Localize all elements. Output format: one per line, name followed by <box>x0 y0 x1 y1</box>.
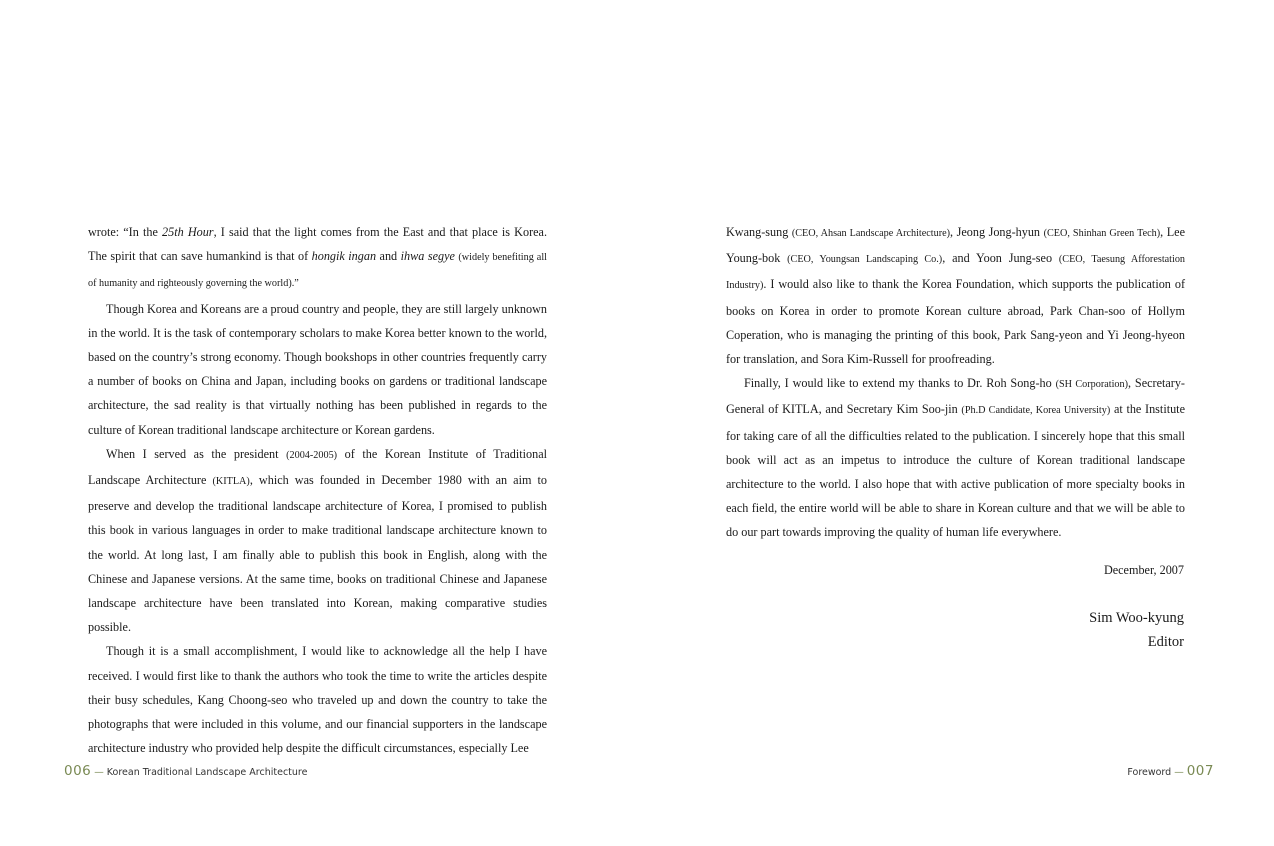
right-paragraph-2: Finally, I would like to extend my thanks to Dr. Roh Song-ho (SH Corporation), Secretary-General of KITLA, and Secretary Kim Soo-jin (Ph.D Candidate, Korea University) at the Institute for taking care of all the difficulties related to the publication. I sincerely hope that this small book will act as an impetus to introduce the culture of Korean traditional landscape architecture to the world. I also hope that with active publication of more specialty books in each field, the entire world will be able to share in Korean culture and that we will be able to do our part towards improving the quality of human life everywhere. <box>726 376 1185 540</box>
date-line: December, 2007 <box>1103 563 1184 577</box>
right-page-text <box>726 220 1185 545</box>
left-paragraph-2: Though Korea and Koreans are a proud country and people, they are still largely unknown in the world. It is the task of contemporary scholars to make Korea better known to the world, based on the country’s strong economy. Though bookshops in other countries frequently carry a number of books on China and Japan, including books on gardens or traditional landscape architecture, the sad reality is that virtually nothing has been published in regards to the culture of Korean traditional landscape architecture or Korean gardens. <box>88 301 547 437</box>
right-running-title: Foreword <box>1127 767 1172 778</box>
footer-dash: — <box>1174 767 1184 778</box>
signature-name: Sim Woo-kyung <box>1089 610 1184 626</box>
footer-left <box>64 763 307 779</box>
left-page-number: 006 <box>64 763 92 779</box>
signature-block <box>726 606 1184 654</box>
left-paragraph-4: Though it is a small accomplishment, I would like to acknowledge all the help I have received. I would first like to thank the authors who took the time to write the articles despite their busy schedules, Kang Choong-seo who traveled up and down the country to take the photographs that were included in this volume, and our financial supporters in the landscape architecture industry who provided help despite the difficult circumstances, especially Lee <box>88 644 547 756</box>
left-page-text <box>88 220 547 760</box>
signature-role: Editor <box>1147 634 1184 650</box>
left-paragraph-1: wrote: “In the 25th Hour, I said that the light comes from the East and that place is Korea. The spirit that can save humankind is that of hongik ingan and ihwa segye (widely benefiting all of humanity and righteously governing the world).” <box>88 225 547 290</box>
left-paragraph-3: When I served as the president (2004-2005) of the Korean Institute of Traditional Landscape Architecture (KITLA), which was founded in December 1980 with an aim to preserve and develop the traditional landscape architecture of Korea, I promised to publish this book in various languages in order to make traditional landscape architecture known to the world. At long last, I am finally able to publish this book in English, along with the Chinese and Japanese versions. At the same time, books on traditional Chinese and Japanese landscape architecture have been translated into Korean, making comparative studies possible. <box>88 446 547 635</box>
left-running-title: Korean Traditional Landscape Architecture <box>106 767 308 778</box>
footer-right <box>1127 763 1214 779</box>
right-paragraph-1: Kwang-sung (CEO, Ahsan Landscape Architecture), Jeong Jong-hyun (CEO, Shinhan Green Tech), Lee Young-bok (CEO, Youngsan Landscaping Co.), and Yoon Jung-seo (CEO, Taesung Afforestation Industry). I would also like to thank the Korea Foundation, which supports the publication of books on Korea in order to promote Korean culture abroad, Park Chan-soo of Hollym Coperation, who is managing the printing of this book, Park Sang-yeon and Yi Jeong-hyeon for translation, and Sora Kim-Russell for proofreading. <box>726 225 1186 367</box>
footer-dash: — <box>94 767 104 778</box>
right-page-number: 007 <box>1186 763 1214 779</box>
